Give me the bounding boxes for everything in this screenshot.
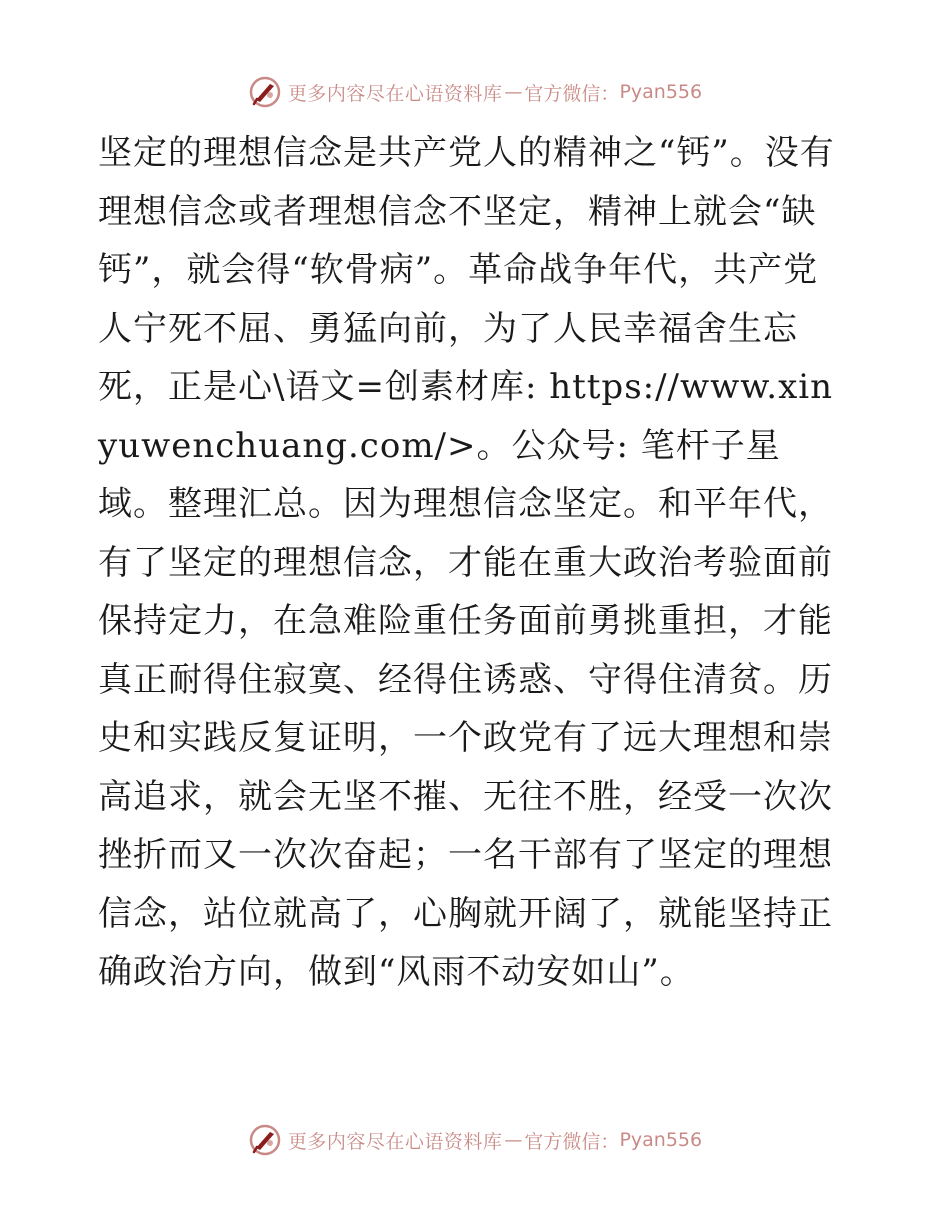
document-paragraph: 坚定的理想信念是共产党人的精神之“钙”。没有理想信念或者理想信念不坚定，精神上就会“缺钙”，就会得“软骨病”。革命战争年代，共产党人宁死不屈、勇猛向前，为了人民幸福舍生忘死，正是心\语文=创素材库: https://www.xinyuwenchuang.com/>。公众号: 笔杆子星域。整理汇总。因为理想信念坚定。和平年代，有了坚定的理想信念，才能在重大政治考验面前保持定力，在急难险重任务面前勇挑重担，才能真正耐得住寂寞、经得住诱惑、守得住清贫。历史和实践反复证明，一个政党有了远大理想和崇高追求，就会无坚不摧、无往不胜，经受一次次挫折而又一次次奋起；一名干部有了坚定的理想信念，站位就高了，心胸就开阔了，就能坚持正确政治方向，做到“风雨不动安如山”。 <box>98 133 835 992</box>
quill-logo-icon <box>248 1123 282 1157</box>
watermark-wechat-label: 官方微信： <box>524 1130 620 1153</box>
watermark-wechat-id: Pyan556 <box>619 81 703 103</box>
footer-watermark <box>0 1120 950 1160</box>
watermark-separator: — <box>504 1129 523 1151</box>
watermark-site: 更多内容尽在心语资料库 <box>287 1130 503 1153</box>
watermark-wechat-id: Pyan556 <box>619 1129 703 1151</box>
watermark-wechat-label: 官方微信： <box>524 82 620 105</box>
watermark-separator: — <box>504 81 523 103</box>
header-watermark <box>0 72 950 112</box>
quill-logo-icon <box>248 75 282 109</box>
watermark-site: 更多内容尽在心语资料库 <box>287 82 503 105</box>
